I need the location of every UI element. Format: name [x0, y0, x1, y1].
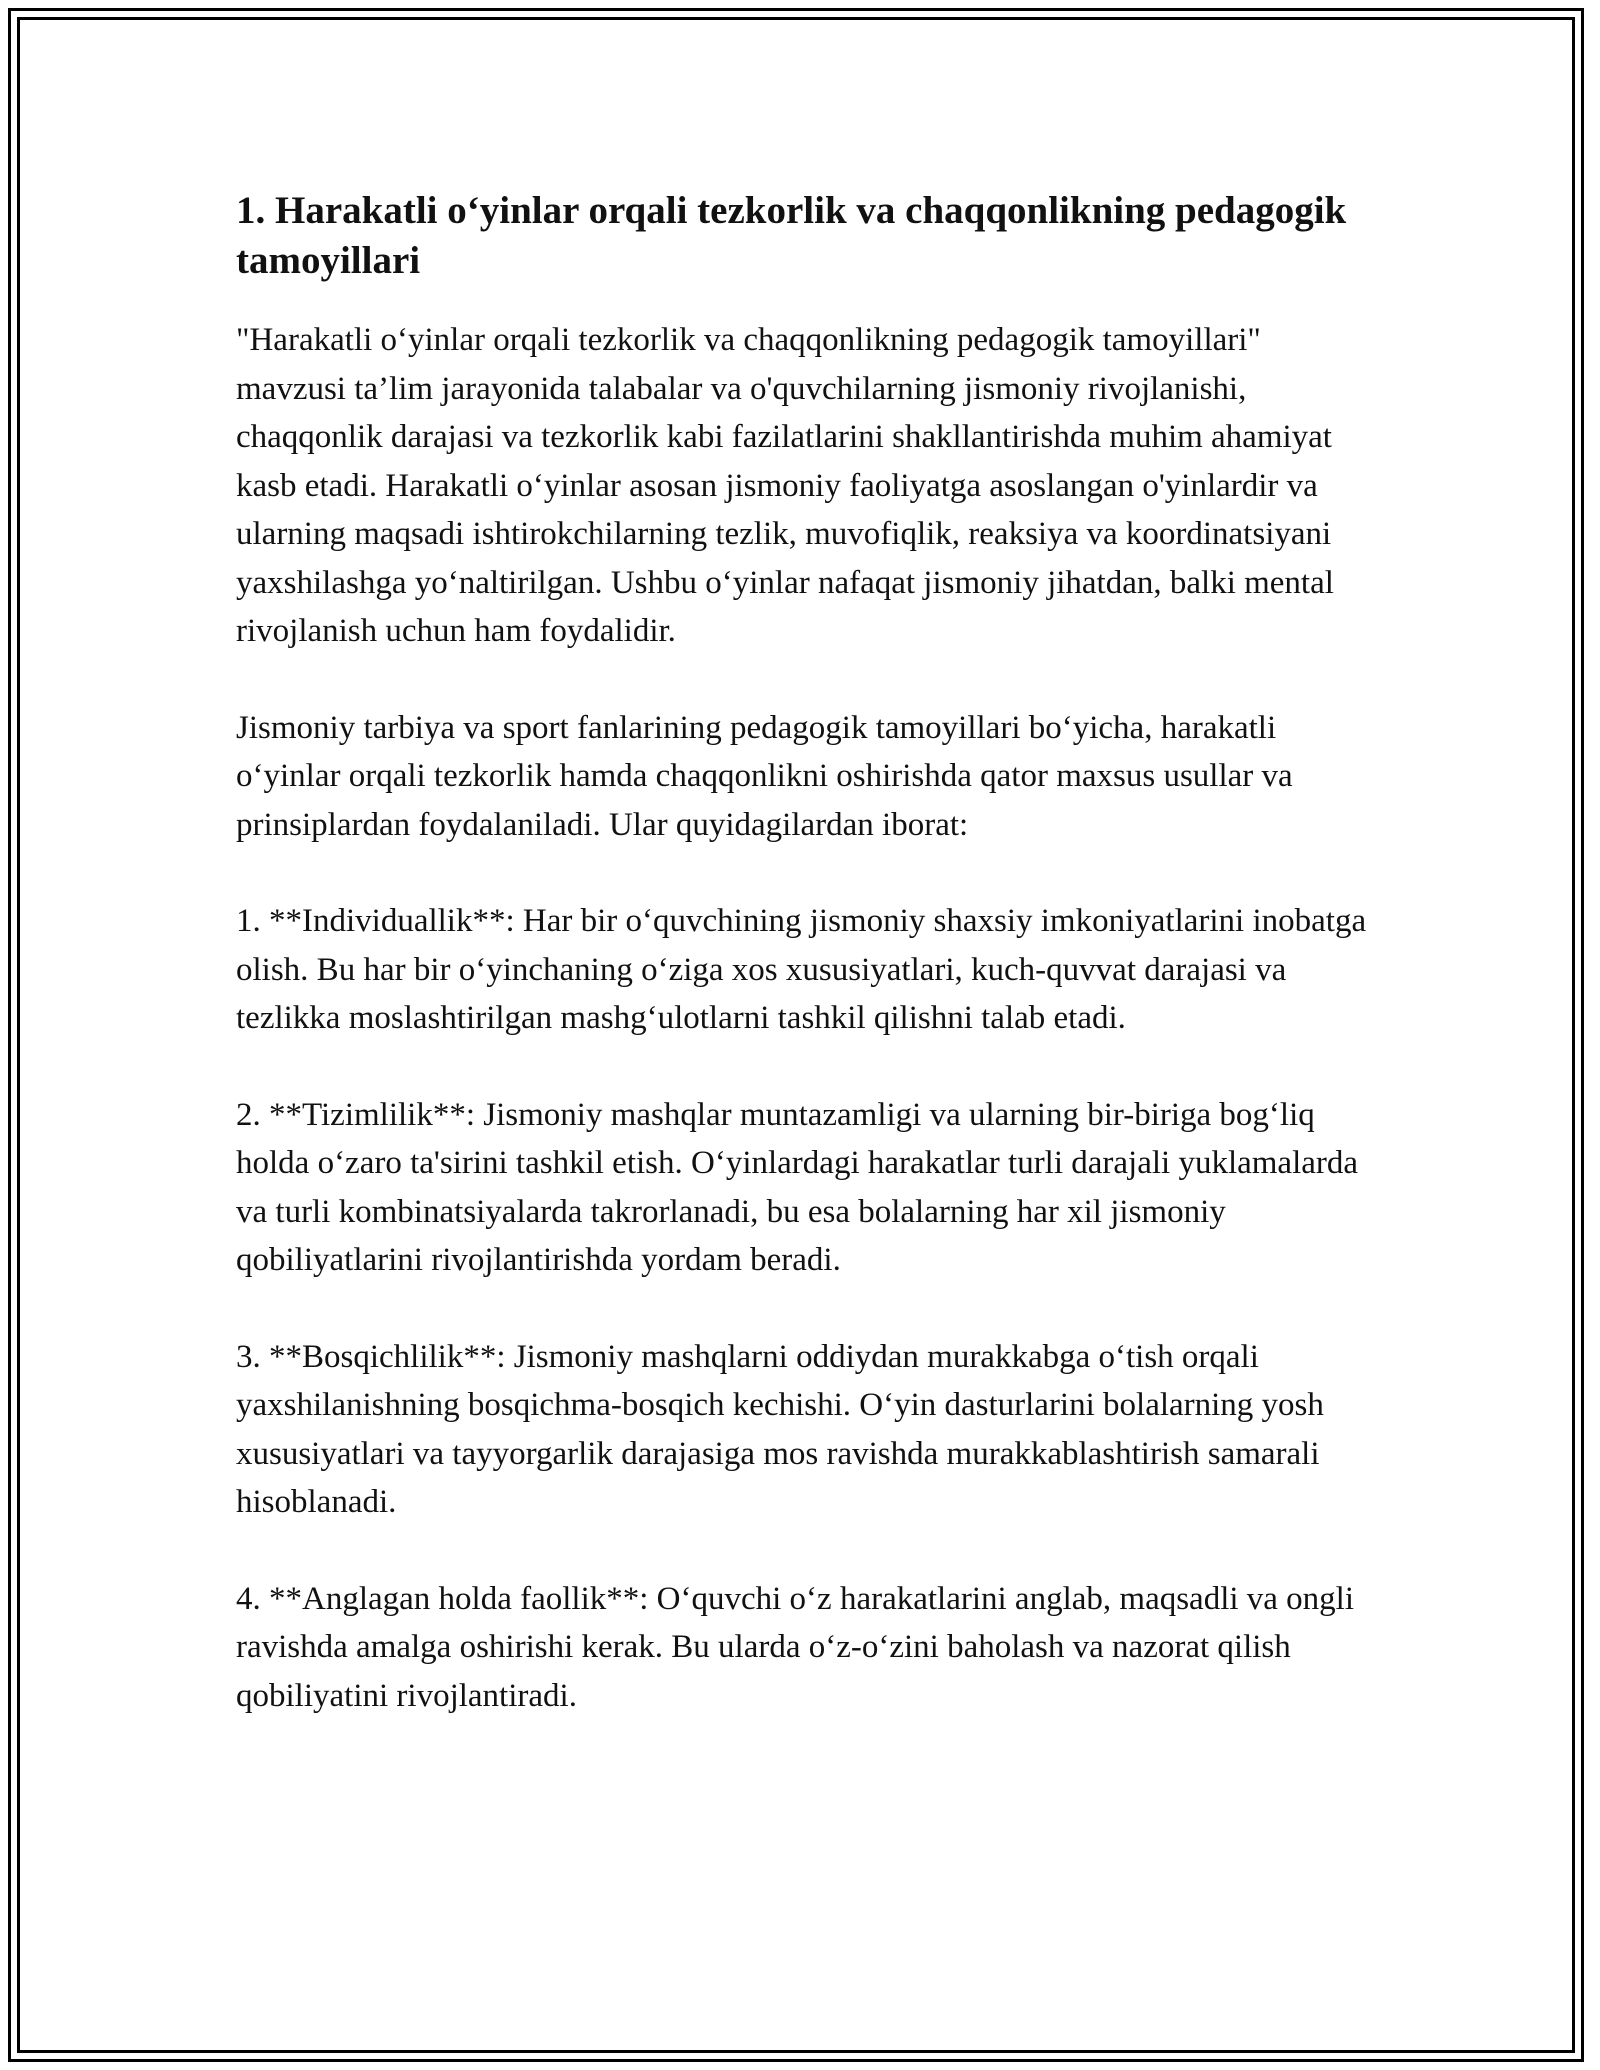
principles-intro-paragraph: Jismoniy tarbiya va sport fanlarining pedagogik tamoyillari bo‘yicha, harakatli o‘yinlar orqali tezkorlik hamda chaqqonlikni oshirishda qator maxsus usullar va prinsiplardan foydalaniladi. Ular quyidagilardan iborat: — [236, 709, 1293, 843]
section-title: 1. Harakatli o‘yinlar orqali tezkorlik va chaqqonlikning pedagogik tamoyillari — [236, 189, 1347, 282]
principle-individuality: 1. **Individuallik**: Har bir o‘quvchining jismoniy shaxsiy imkoniyatlarini inobatga olish. Bu har bir o‘yinchaning o‘ziga xos xususiyatlari, kuch-quvvat darajasi va tezlikka moslashtirilgan mashg‘ulotlarni tashkil qilishni talab etadi. — [236, 903, 1367, 1036]
document-body — [236, 186, 1376, 1768]
intro-paragraph: "Harakatli o‘yinlar orqali tezkorlik va chaqqonlikning pedagogik tamoyillari" mavzusi ta’lim jarayonida talabalar va o'quvchilarning jismoniy rivojlanishi, chaqqonlik darajasi va tezkorlik kabi fazilatlarini shakllantirishda muhim ahamiyat kasb etadi. Harakatli o‘yinlar asosan jismoniy faoliyatga asoslangan o'yinlardir va ularning maqsadi ishtirokchilarning tezlik, muvofiqlik, reaksiya va koordinatsiyani yaxshilashga yo‘naltirilgan. Ushbu o‘yinlar nafaqat jismoniy jihatdan, balki mental rivojlanish uchun ham foydalidir. — [236, 322, 1334, 649]
principle-gradualness: 3. **Bosqichlilik**: Jismoniy mashqlarni oddiydan murakkabga o‘tish orqali yaxshilanishning bosqichma-bosqich kechishi. O‘yin dasturlarini bolalarning yosh xususiyatlari va tayyorgarlik darajasiga mos ravishda murakkablashtirish samarali hisoblanadi. — [236, 1338, 1324, 1520]
principle-systematicity: 2. **Tizimlilik**: Jismoniy mashqlar muntazamligi va ularning bir-biriga bog‘liq holda o‘zaro ta'sirini tashkil etish. O‘yinlardagi harakatlar turli darajali yuklamalarda va turli kombinatsiyalarda takrorlanadi, bu esa bolalarning har xil jismoniy qobiliyatlarini rivojlantirishda yordam beradi. — [236, 1096, 1359, 1278]
principle-conscious-activity: 4. **Anglagan holda faollik**: O‘quvchi o‘z harakatlarini anglab, maqsadli va ongli ravishda amalga oshirishi kerak. Bu ularda o‘z-o‘zini baholash va nazorat qilish qobiliyatini rivojlantiradi. — [236, 1580, 1355, 1714]
